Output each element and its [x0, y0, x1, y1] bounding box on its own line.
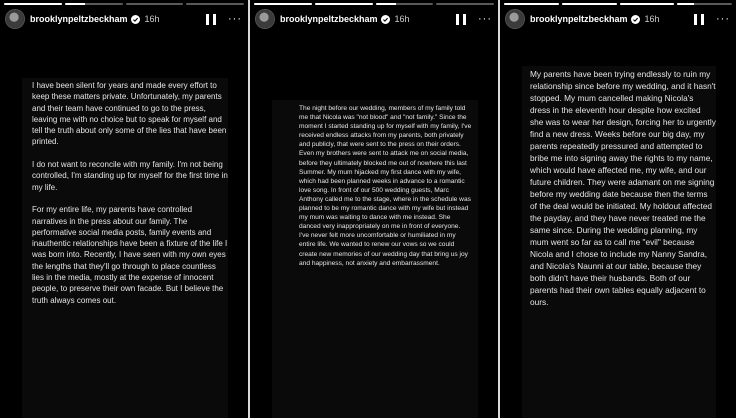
more-options-icon[interactable]: ··· — [478, 12, 492, 25]
post-time: 16h — [144, 14, 160, 24]
story-header — [506, 8, 730, 30]
story-text-card — [272, 100, 478, 418]
story-paragraph: The night before our wedding, members of my family told me that Nicola was "not blood" and "not family." Since the moment I started standing up for myself with my family, I've received endless attacks from my parents, both privately and publicly, that were sent to the press on their orders. Even my brothers were sent to attack me on social media, before they ultimately blocked me out of nowhere this last Summer. My mum hijacked my first dance with my wife, which had been planned weeks in advance to a romantic love song. In front of our 500 wedding guests, Marc Anthony called me to the stage, where in the schedule was planned to be my romantic dance with my wife but instead my mum was waiting to dance with me instead. She danced very inappropriately on me in front of everyone. I've never felt more uncomfortable or humiliated in my entire life. We wanted to renew our vows so we could create new memories of our wedding day that bring us joy and happiness, not anxiety and embarrassment. — [299, 105, 472, 267]
story-panel-3[interactable] — [500, 0, 736, 418]
progress-segment — [4, 3, 62, 5]
progress-segment — [254, 3, 312, 5]
story-text-card — [522, 66, 716, 418]
story-paragraph: I do not want to reconcile with my family. I'm not being controlled, I'm standing up for myself for the first time in my life. — [32, 160, 228, 192]
progress-segment — [436, 3, 494, 5]
story-paragraph: For my entire life, my parents have controlled narratives in the press about our family. The performative social media posts, family events and inauthentic relationships have been a fixture of the life I was born into. Recently, I have seen with my own eyes the lengths that they'll go through to place countless lies in the media, mostly at the expense of innocent people, to preserve their own facade. But I believe the truth always comes out. — [32, 205, 228, 305]
progress-segment — [126, 3, 184, 5]
username[interactable]: brooklynpeltzbeckham — [30, 14, 128, 24]
story-progress-bar — [254, 3, 494, 5]
more-options-icon[interactable]: ··· — [716, 12, 730, 25]
bottom-fade — [22, 396, 228, 418]
avatar[interactable] — [256, 10, 274, 28]
pause-icon[interactable] — [206, 14, 216, 25]
verified-badge-icon — [381, 15, 390, 24]
more-options-icon[interactable]: ··· — [228, 12, 242, 25]
progress-segment — [376, 3, 434, 5]
pause-icon[interactable] — [694, 14, 704, 25]
progress-segment — [504, 3, 559, 5]
avatar[interactable] — [6, 10, 24, 28]
bottom-fade — [522, 396, 716, 418]
post-time: 16h — [644, 14, 660, 24]
verified-badge-icon — [631, 15, 640, 24]
story-panel-2[interactable] — [250, 0, 498, 418]
username[interactable]: brooklynpeltzbeckham — [530, 14, 628, 24]
progress-segment — [186, 3, 244, 5]
story-header — [256, 8, 492, 30]
progress-segment — [620, 3, 675, 5]
story-progress-bar — [504, 3, 732, 5]
story-progress-bar — [4, 3, 244, 5]
story-paragraph: I have been silent for years and made every effort to keep these matters private. Unfortunately, my parents and their team have continued to go to the press, leaving me with no choice but to speak for myself and tell the truth about only some of the lies that have been printed. — [32, 81, 227, 147]
pause-icon[interactable] — [456, 14, 466, 25]
verified-badge-icon — [131, 15, 140, 24]
username[interactable]: brooklynpeltzbeckham — [280, 14, 378, 24]
progress-segment — [65, 3, 123, 5]
post-time: 16h — [394, 14, 410, 24]
progress-segment — [315, 3, 373, 5]
story-paragraph: My parents have been trying endlessly to ruin my relationship since before my wedding, and it hasn't stopped. My mum cancelled making Nicola's dress in the eleventh hour despite how excited she was to wear her design, forcing her to urgently find a new dress. Weeks before our big day, my parents repeatedly pressured and attempted to bribe me into signing away the rights to my name, which would have affected me, my wife, and our future children. They were adamant on me signing before my wedding date because then the terms of the deal would be initiated. My holdout affected the payday, and they have never treated me the same since. During the wedding planning, my mum went so far as to call me "evil" because Nicola and I chose to include my Nanny Sandra, and Nicola's Naunni at our table, because they both didn't have their husbands. Both of our parents had their own tables equally adjacent to ours. — [530, 69, 716, 307]
avatar[interactable] — [506, 10, 524, 28]
progress-segment — [562, 3, 617, 5]
story-panel-1[interactable] — [0, 0, 248, 418]
story-text-card — [22, 78, 228, 418]
progress-segment — [677, 3, 732, 5]
story-header — [6, 8, 242, 30]
